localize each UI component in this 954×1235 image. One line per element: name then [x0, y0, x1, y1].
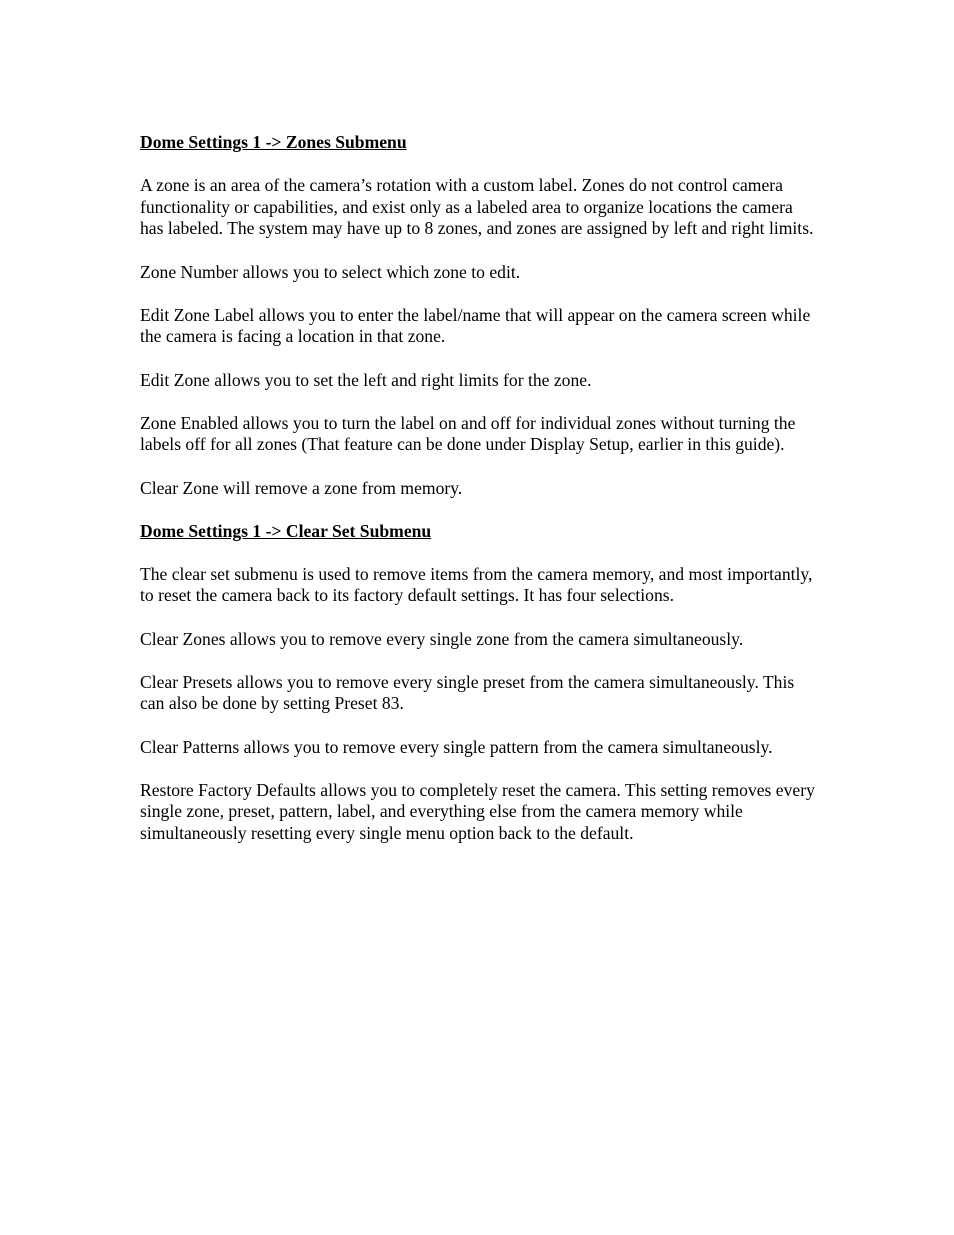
- paragraph-clear-patterns: Clear Patterns allows you to remove every single pattern from the camera simultaneously.: [140, 736, 773, 757]
- paragraph-clear-zones: Clear Zones allows you to remove every single zone from the camera simultaneously.: [140, 628, 744, 649]
- paragraph-clear-zone: Clear Zone will remove a zone from memory.: [140, 477, 463, 498]
- paragraph-edit-zone-label: Edit Zone Label allows you to enter the label/name that will appear on the camera screen while the camera is facing a location in that zone.: [140, 304, 811, 347]
- section-heading-clear-set: Dome Settings 1 -> Clear Set Submenu: [140, 520, 432, 541]
- paragraph-clear-set-intro: The clear set submenu is used to remove items from the camera memory, and most importantly, to reset the camera back to its factory default settings. It has four selections.: [140, 563, 813, 606]
- section-heading-zones: Dome Settings 1 -> Zones Submenu: [140, 132, 407, 152]
- paragraph-zone-definition: A zone is an area of the camera’s rotation with a custom label. Zones do not control camera functionality or capabilities, and exist only as a labeled area to organize locations the camera has labeled. The system may have up to 8 zones, and zones are assigned by left and right limits.: [140, 175, 814, 239]
- paragraph-zone-enabled: Zone Enabled allows you to turn the label on and off for individual zones without turning the labels off for all zones (That feature can be done under Display Setup, earlier in this guide).: [140, 412, 796, 455]
- paragraph-restore-factory-defaults: Restore Factory Defaults allows you to completely reset the camera. This setting removes every single zone, preset, pattern, label, and everything else from the camera memory while simultaneously resetting every single menu option back to the default.: [140, 779, 815, 843]
- paragraph-edit-zone: Edit Zone allows you to set the left and right limits for the zone.: [140, 369, 592, 390]
- document-body: [140, 132, 820, 845]
- paragraph-zone-number: Zone Number allows you to select which zone to edit.: [140, 261, 521, 282]
- paragraph-clear-presets: Clear Presets allows you to remove every single preset from the camera simultaneously. This can also be done by setting Preset 83.: [140, 671, 795, 714]
